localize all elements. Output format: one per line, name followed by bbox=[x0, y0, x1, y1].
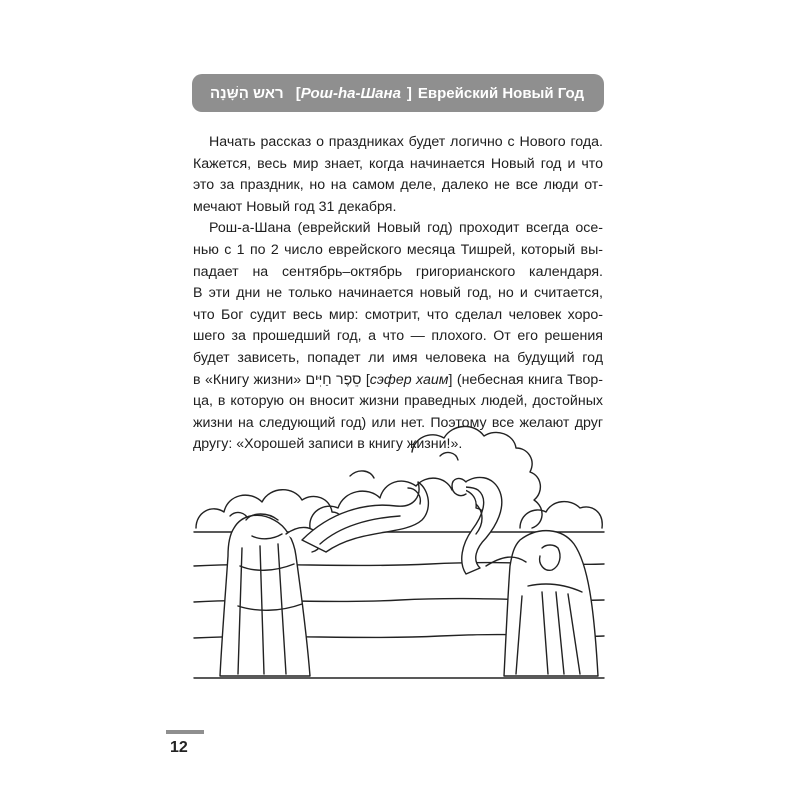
text-line: Начать рассказ о праздниках будет логично с Нового года. bbox=[209, 134, 603, 150]
text-line: шего за прошедший год, а что — плохого. От его решения bbox=[193, 328, 603, 345]
text-line: жизни на следующий год) или нет. Поэтому все желают друг bbox=[193, 414, 603, 431]
text-line: это за праздник, но на самом деле, далеко не все люди от- bbox=[193, 177, 603, 194]
header-transliteration-group bbox=[296, 85, 412, 102]
text-line: другу: «Хорошей записи в книгу жизни!». bbox=[193, 436, 463, 453]
body-text bbox=[193, 132, 603, 456]
text-line: падает на сентябрь–октябрь григорианского календаря. bbox=[193, 263, 603, 280]
header-bracket-close: ] bbox=[406, 84, 412, 102]
text-line: будет зависеть, попадет ли имя человека на будущий год bbox=[193, 349, 603, 366]
page-number: 12 bbox=[170, 739, 188, 756]
chapter-header bbox=[192, 74, 604, 112]
right-figure bbox=[486, 531, 598, 676]
text-line: Рош-а-Шана (еврейский Новый год) проходит всегда осе- bbox=[209, 220, 603, 237]
text-line: мечают Новый год 31 декабря. bbox=[193, 198, 397, 215]
header-transliteration: Рош-hа-Шана bbox=[300, 84, 401, 102]
text-line: нью с 1 по 2 число еврейского месяца Тишрей, который вы- bbox=[193, 241, 603, 258]
header-russian-title: Еврейский Новый Год bbox=[417, 84, 584, 102]
text-fragment: в «Книгу жизни» bbox=[193, 371, 306, 388]
cloud-shape bbox=[520, 502, 602, 528]
text-line-mixed bbox=[193, 370, 603, 392]
shofar-illustration bbox=[190, 416, 608, 706]
text-line: что Бог судит весь мир: смотрит, что сделал человек хоро- bbox=[193, 306, 603, 323]
text-fragment: [ bbox=[361, 371, 370, 388]
text-fragment: ] (небесная книга Твор- bbox=[448, 371, 604, 388]
hebrew-term: סֵפֶר חַיִּים bbox=[305, 371, 362, 388]
header-hebrew-title: ראש הַשָּׁנָה bbox=[210, 84, 284, 102]
text-line: ца, в которую он вносит жизни праведных людей, достойных bbox=[193, 393, 603, 410]
text-line: В эти дни не только начинается новый год, но и считается, bbox=[193, 285, 603, 302]
italic-term: сэфер хаим bbox=[369, 371, 449, 388]
left-shofar bbox=[302, 482, 428, 552]
header-bracket-open: [ bbox=[295, 84, 301, 102]
right-shofar bbox=[452, 477, 502, 574]
text-line: Кажется, весь мир знает, когда начинается Новый год и что bbox=[193, 155, 603, 172]
footer-rule bbox=[166, 730, 204, 734]
